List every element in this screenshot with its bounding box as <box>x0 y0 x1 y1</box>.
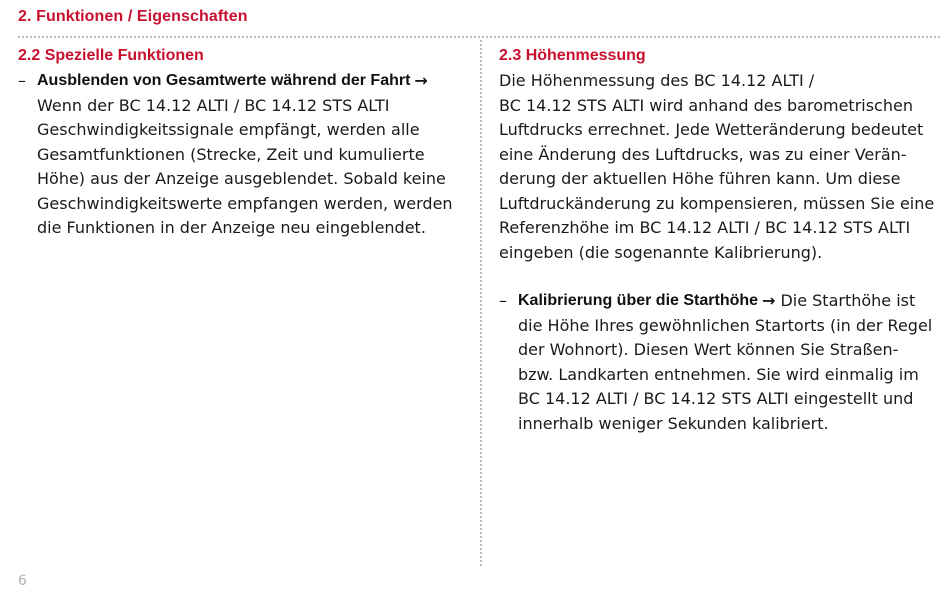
bullet-body <box>499 314 939 437</box>
bullet-term: Ausblenden von Gesamtwerte während der Fahrt <box>37 72 411 89</box>
page-number: 6 <box>18 573 27 589</box>
column-divider <box>480 40 482 566</box>
text-line: Luftdruckänderung zu kompensieren, müssen Sie eine <box>499 193 935 213</box>
text-line: Höhe) aus der Anzeige ausgeblendet. Sobald keine <box>37 169 446 188</box>
bullet-calibration <box>499 289 939 314</box>
text-line: die Funktionen in der Anzeige neu eingeblendet. <box>37 218 426 237</box>
text-line: Die Höhenmessung des BC 14.12 ALTI / <box>499 71 815 90</box>
bullet-dash: – <box>499 291 507 310</box>
text-line: Referenzhöhe im BC 14.12 ALTI / BC 14.12 STS ALTI <box>499 218 911 237</box>
text-line: Geschwindigkeitssignale empfängt, werden alle <box>37 120 420 139</box>
bullet-term: Kalibrierung über die Starthöhe <box>518 292 759 309</box>
text-line: Gesamtfunktionen (Strecke, Zeit und kumulierte <box>37 144 425 164</box>
text-line: BC 14.12 STS ALTI wird anhand des barometrischen <box>499 95 913 115</box>
text-line: der Wohnort). Diesen Wert können Sie Straßen- <box>518 340 899 359</box>
left-column <box>18 44 470 241</box>
altitude-paragraph <box>499 69 939 265</box>
page-header-title: 2. Funktionen / Eigenschaften <box>18 8 248 25</box>
bullet-hide-totals <box>18 69 470 94</box>
bullet-dash: – <box>18 71 26 90</box>
text-line: BC 14.12 ALTI / BC 14.12 STS ALTI eingestellt und <box>518 389 914 408</box>
text-line: Geschwindigkeitswerte empfangen werden, werden <box>37 193 453 213</box>
bullet-body <box>18 94 470 241</box>
text-line: innerhalb weniger Sekunden kalibriert. <box>518 413 829 433</box>
text-line: derung der aktuellen Höhe führen kann. Um diese <box>499 169 901 188</box>
section-title-special-functions: 2.2 Spezielle Funktionen <box>18 47 204 64</box>
text-line: bzw. Landkarten entnehmen. Sie wird einmalig im <box>518 364 919 384</box>
header-divider <box>18 36 940 38</box>
text-line: Luftdrucks errechnet. Jede Wetteränderung bedeutet <box>499 120 924 139</box>
bullet-first-line-text: Die Starthöhe ist <box>780 291 916 310</box>
right-column <box>499 44 939 436</box>
text-line: Wenn der BC 14.12 ALTI / BC 14.12 STS ALTI <box>37 95 390 115</box>
text-line: eine Änderung des Luftdrucks, was zu einer Verän- <box>499 144 907 164</box>
text-line: eingeben (die sogenannte Kalibrierung). <box>499 242 823 262</box>
section-title-altitude: 2.3 Höhenmessung <box>499 47 646 64</box>
arrow-right-icon: → <box>762 291 776 310</box>
arrow-right-icon: → <box>414 71 428 90</box>
paragraph-gap <box>499 265 939 289</box>
text-line: die Höhe Ihres gewöhnlichen Startorts (in der Regel <box>518 315 933 335</box>
